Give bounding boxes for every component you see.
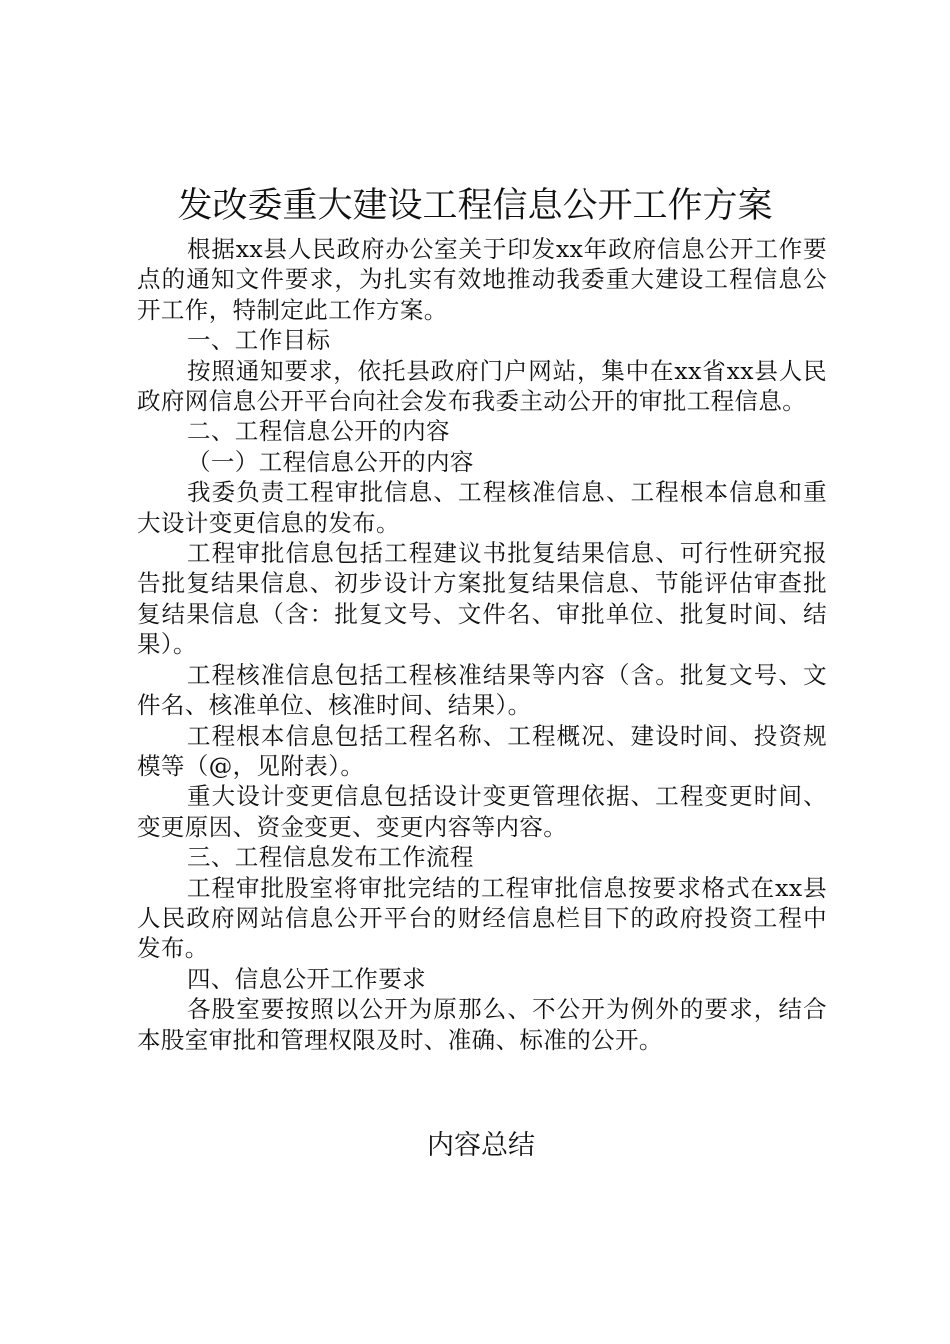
section-heading-requirements: 四、信息公开工作要求 [187,964,426,993]
paragraph-approval-info: 工程审批信息包括工程建议书批复结果信息、可行性研究报告批复结果信息、初步设计方案批复结果信息、节能评估审查批复结果信息（含：批复文号、文件名、审批单位、批复时间、结果）。 [137,539,827,659]
paragraph-goal: 按照通知要求，依托县政府门户网站，集中在xx省xx县人民政府网信息公开平台向社会发布我委主动公开的审批工程信息。 [137,356,827,416]
document-body [137,234,827,1055]
paragraph-workflow: 工程审批股室将审批完结的工程审批信息按要求格式在xx县人民政府网站信息公开平台的财经信息栏目下的政府投资工程中发布。 [137,873,827,963]
document-title: 发改委重大建设工程信息公开工作方案 [177,186,773,226]
paragraph-responsibility: 我委负责工程审批信息、工程核准信息、工程根本信息和重大设计变更信息的发布。 [137,478,827,537]
paragraph-intro: 根据xx县人民政府办公室关于印发xx年政府信息公开工作要点的通知文件要求，为扎实有效地推动我委重大建设工程信息公开工作，特制定此工作方案。 [137,235,827,324]
paragraph-basic-info: 工程根本信息包括工程名称、工程概况、建设时间、投资规模等（@，见附表）。 [137,721,827,780]
paragraph-design-change-info: 重大设计变更信息包括设计变更管理依据、工程变更时间、变更原因、资金变更、变更内容等内容。 [137,782,827,841]
section-heading-content: 二、工程信息公开的内容 [187,417,450,446]
summary-heading: 内容总结 [427,1130,535,1161]
paragraph-requirements: 各股室要按照以公开为原那么、不公开为例外的要求，结合本股室审批和管理权限及时、准确、标准的公开。 [137,995,827,1054]
paragraph-verification-info: 工程核准信息包括工程核准结果等内容（含。批复文号、文件名、核准单位、核准时间、结果）。 [137,660,827,720]
section-heading-goal: 一、工作目标 [187,326,331,355]
section-heading-workflow: 三、工程信息发布工作流程 [187,843,474,872]
subsection-heading-content: （一）工程信息公开的内容 [187,447,474,476]
